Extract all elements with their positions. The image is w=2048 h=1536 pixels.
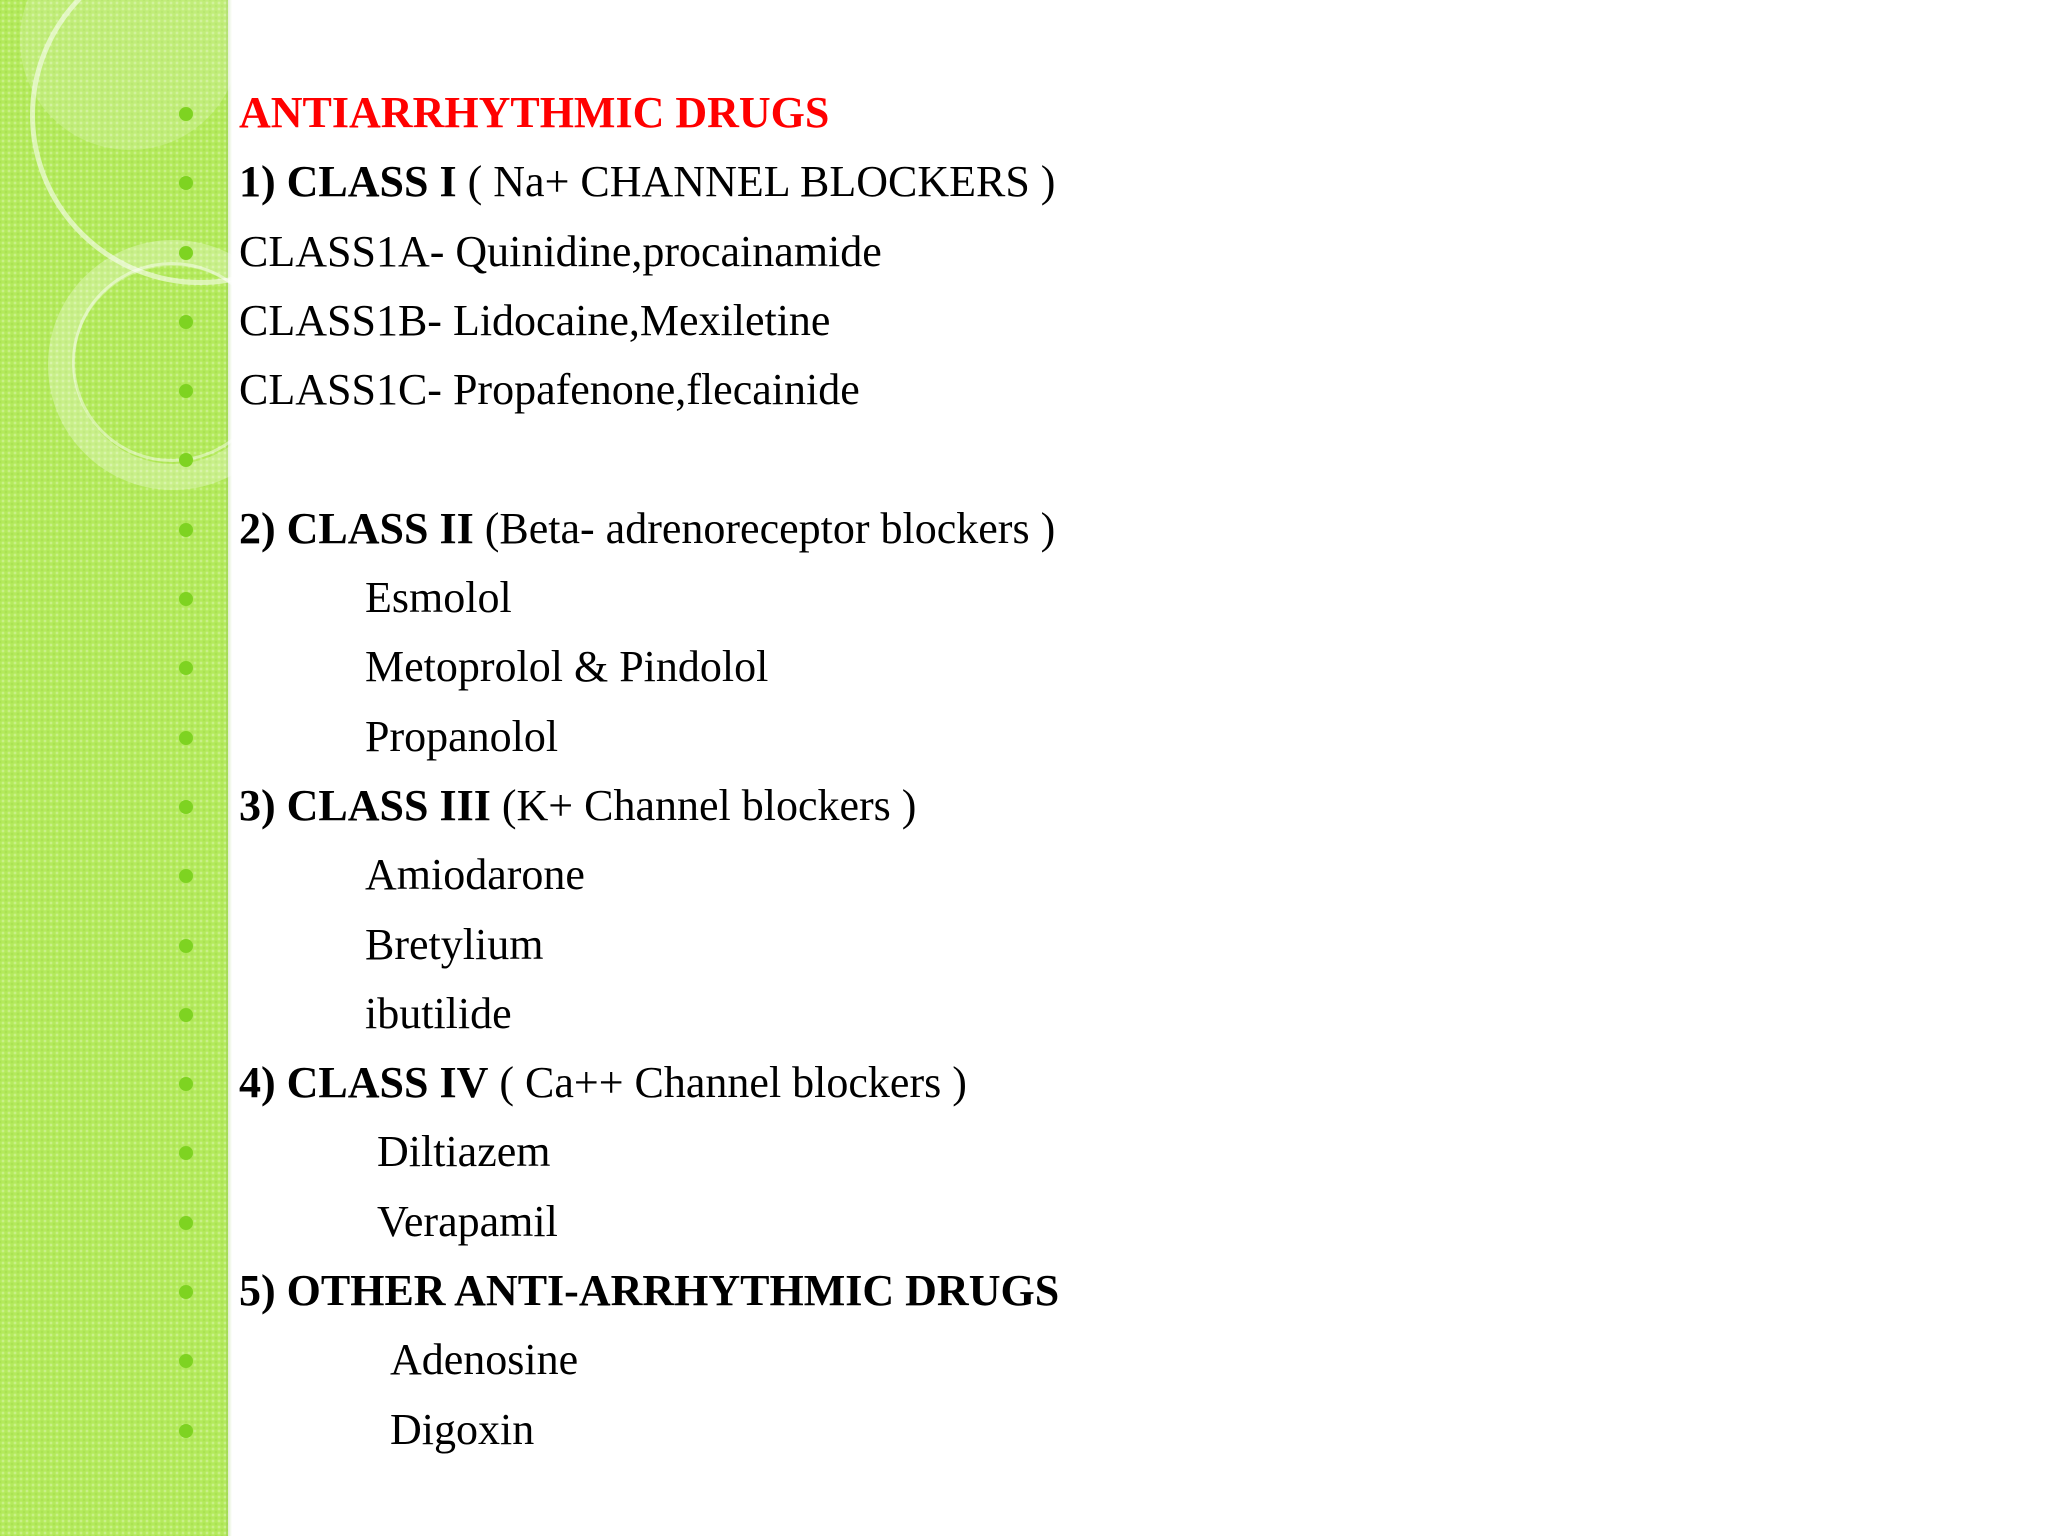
drug-name: Esmolol (365, 573, 512, 623)
drug-name: Amiodarone (365, 850, 585, 900)
list-item-drug (0, 706, 2048, 775)
list-item-class-3 (0, 775, 2048, 844)
class-3-heading (239, 775, 916, 837)
list-item-drug (0, 983, 2048, 1052)
bullet-dot-icon (179, 523, 193, 537)
class-1a-drugs: CLASS1A- Quinidine,procainamide (239, 226, 882, 276)
drug-name: Digoxin (390, 1404, 535, 1454)
bullet-dot-icon (179, 384, 193, 398)
bullet-dot-icon (179, 107, 193, 121)
list-item-drug (0, 1399, 2048, 1468)
bullet-dot-icon (179, 592, 193, 606)
class-1c-drugs: CLASS1C- Propafenone,flecainide (239, 365, 860, 415)
class-label: 1) CLASS I (239, 157, 457, 207)
list-item-drug (0, 636, 2048, 705)
list-item-drug (0, 1191, 2048, 1260)
bullet-dot-icon (179, 661, 193, 675)
list-item-drug (0, 567, 2048, 636)
class-2-heading (239, 498, 1055, 560)
list-item-drug (0, 1329, 2048, 1398)
bullet-dot-icon (179, 1008, 193, 1022)
list-item-empty (0, 428, 2048, 497)
list-item-drug (0, 1121, 2048, 1190)
drug-name: Verapamil (377, 1196, 558, 1246)
list-item-class-1c (0, 359, 2048, 428)
class-description: (Beta- adrenoreceptor blockers ) (473, 503, 1056, 553)
drug-name: Metoprolol & Pindolol (365, 642, 769, 692)
bullet-dot-icon (179, 1424, 193, 1438)
class-label: 2) CLASS II (239, 503, 474, 553)
list-item-drug (0, 914, 2048, 983)
bullet-dot-icon (179, 315, 193, 329)
list-item-class-1b (0, 290, 2048, 359)
drug-name: Diltiazem (377, 1127, 551, 1177)
class-1b-drugs: CLASS1B- Lidocaine,Mexiletine (239, 295, 831, 345)
class-description: (K+ Channel blockers ) (490, 780, 917, 830)
drug-name: Propanolol (365, 711, 559, 761)
bullet-dot-icon (179, 800, 193, 814)
bullet-dot-icon (179, 246, 193, 260)
drug-name: Adenosine (390, 1335, 579, 1385)
bullet-dot-icon (179, 1285, 193, 1299)
class-1-heading (239, 151, 1055, 213)
bullet-dot-icon (179, 939, 193, 953)
list-item-class-5 (0, 1260, 2048, 1329)
list-item-title (0, 82, 2048, 151)
list-item-class-2 (0, 498, 2048, 567)
list-item-class-1 (0, 151, 2048, 220)
bullet-list (0, 82, 2048, 1468)
bullet-dot-icon (179, 731, 193, 745)
class-description: ( Na+ CHANNEL BLOCKERS ) (456, 157, 1056, 207)
class-5-heading (239, 1260, 1059, 1322)
class-label: 5) OTHER ANTI-ARRHYTHMIC DRUGS (239, 1266, 1060, 1316)
list-item-class-1a (0, 221, 2048, 290)
bullet-dot-icon (179, 1146, 193, 1160)
class-description: ( Ca++ Channel blockers ) (488, 1058, 967, 1108)
bullet-dot-icon (179, 176, 193, 190)
slide-title (239, 82, 829, 144)
class-label: 3) CLASS III (239, 780, 491, 830)
bullet-dot-icon (179, 1354, 193, 1368)
class-label: 4) CLASS IV (239, 1058, 489, 1108)
bullet-dot-icon (179, 453, 193, 467)
list-item-drug (0, 844, 2048, 913)
bullet-dot-icon (179, 869, 193, 883)
class-4-heading (239, 1052, 967, 1114)
bullet-dot-icon (179, 1077, 193, 1091)
title-text: ANTIARRHYTHMIC DRUGS (239, 88, 830, 137)
bullet-dot-icon (179, 1216, 193, 1230)
list-item-class-4 (0, 1052, 2048, 1121)
drug-name: Bretylium (365, 919, 544, 969)
drug-name: ibutilide (365, 988, 512, 1038)
